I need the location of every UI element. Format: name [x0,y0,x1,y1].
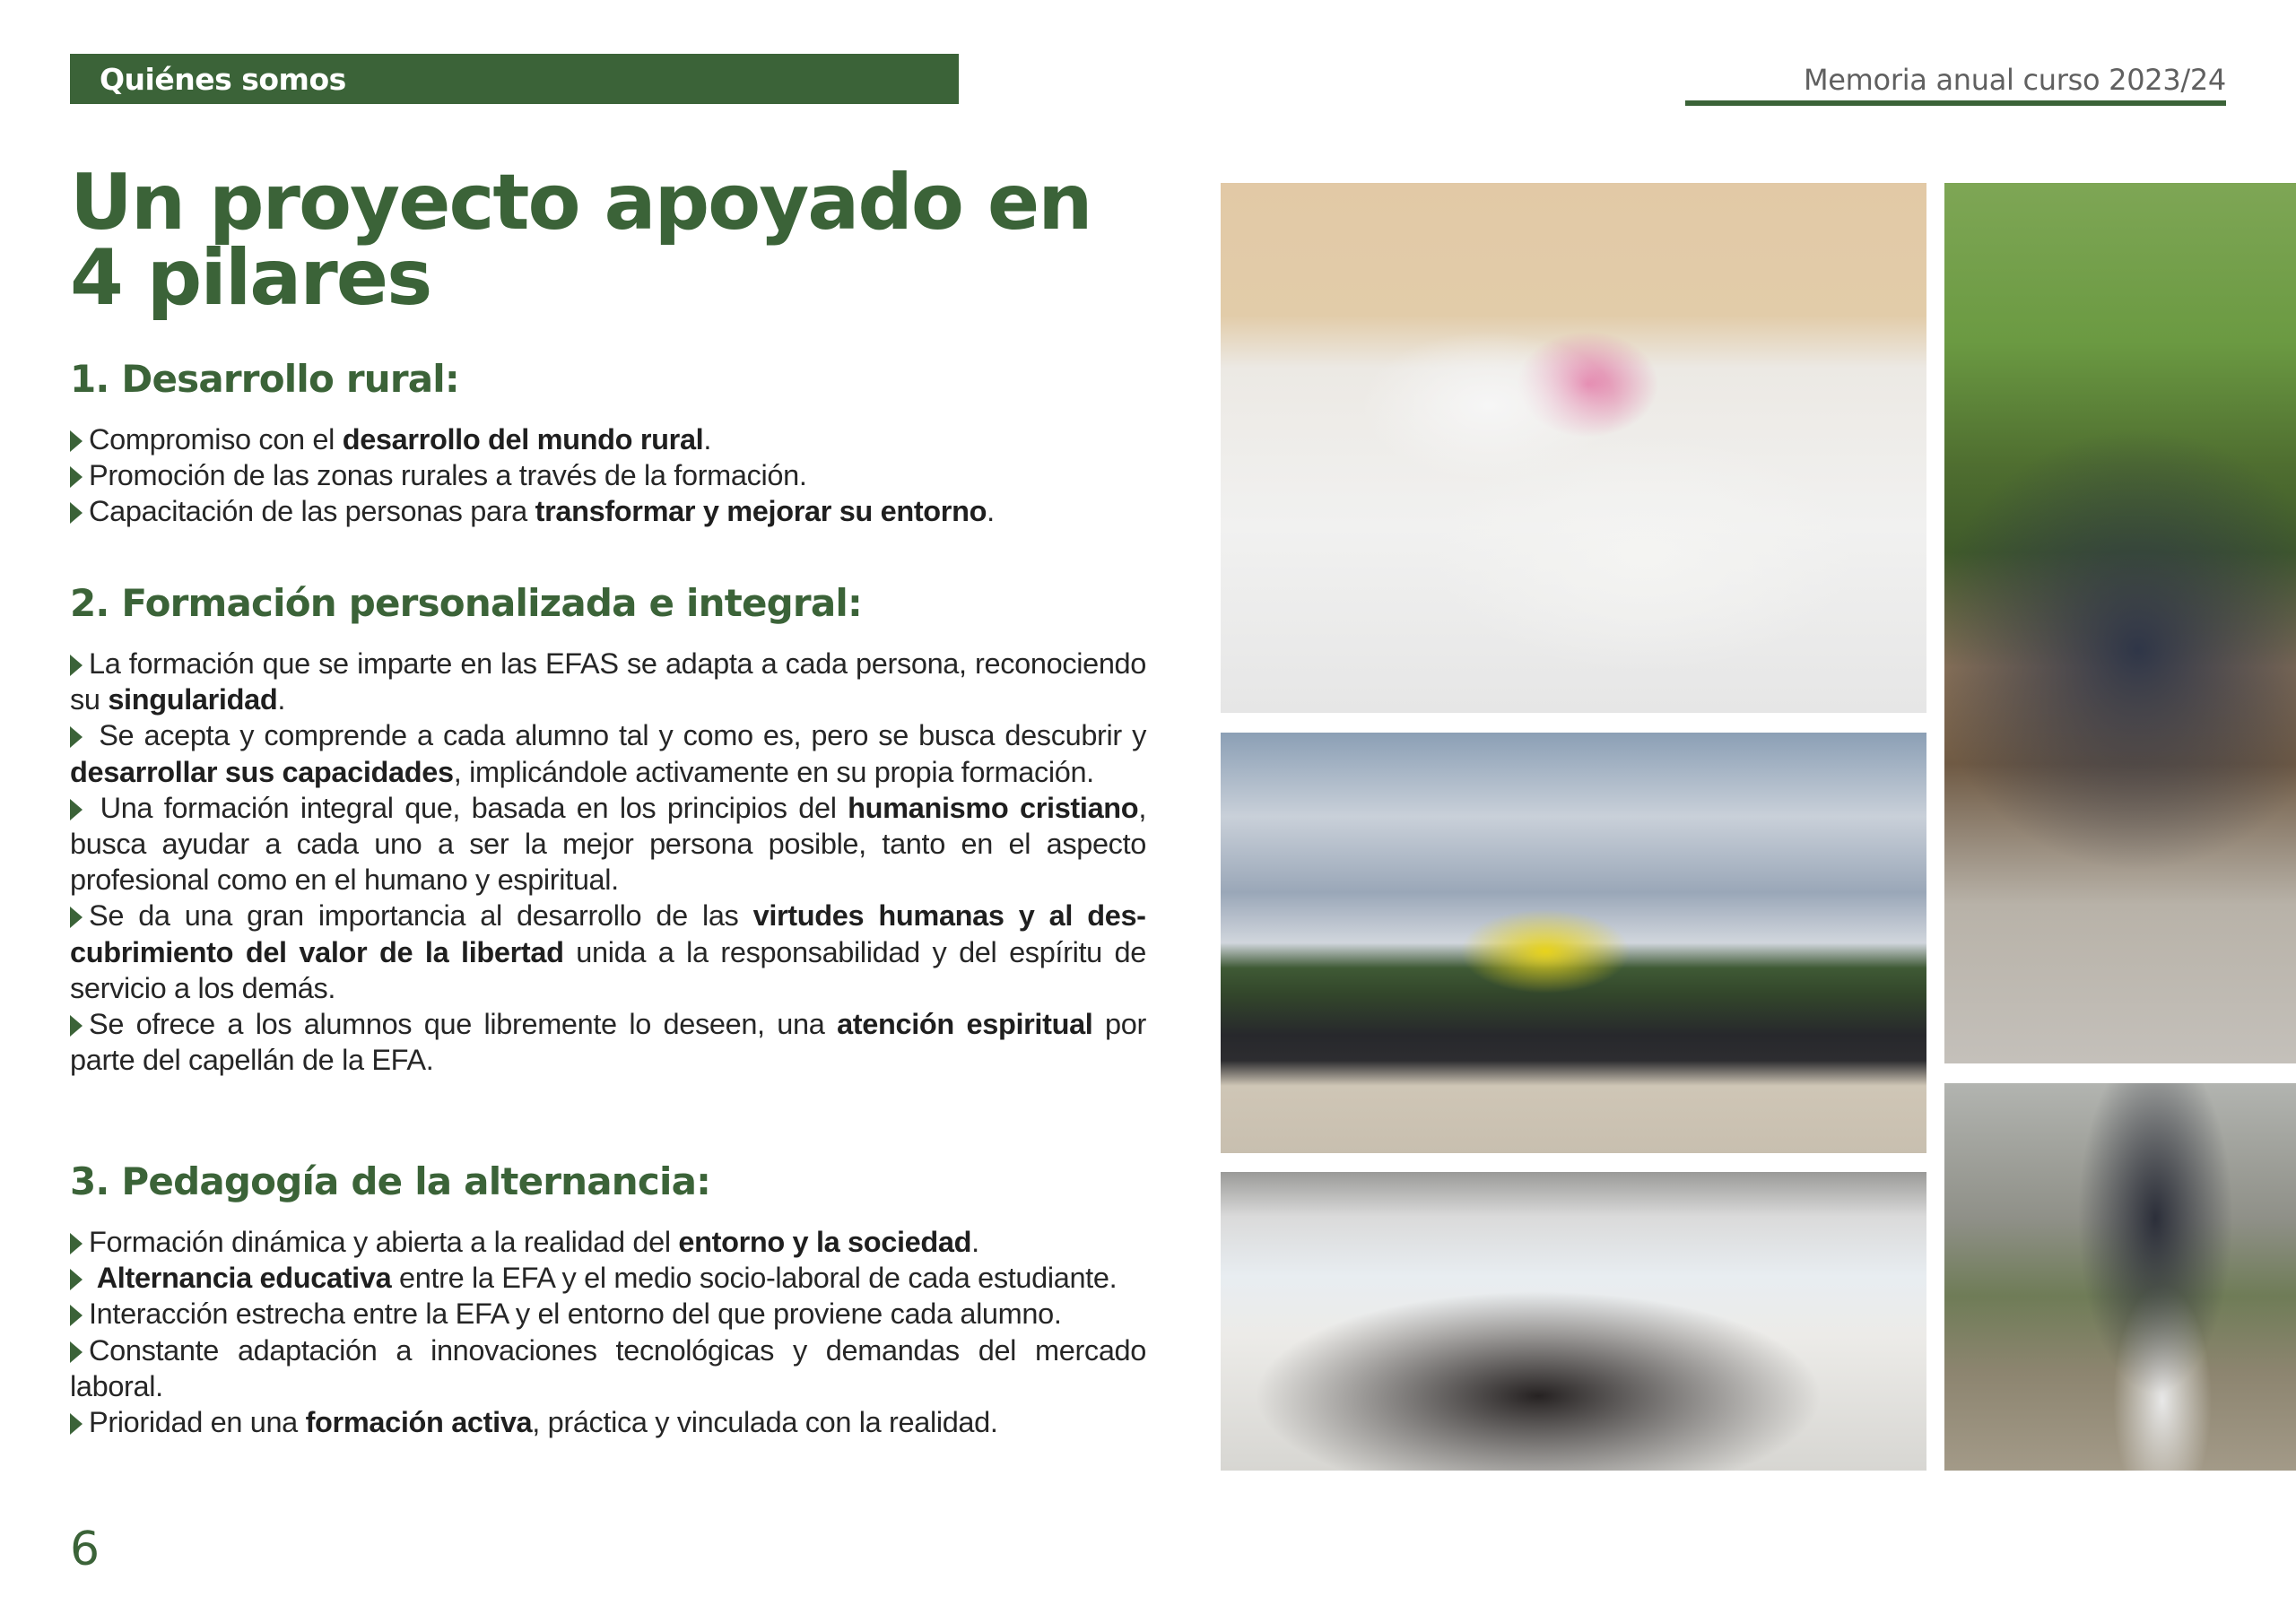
photo-forest-group [1944,183,2296,1063]
photo-mechanics-workshop [1944,1083,2296,1471]
bullet-item: Interacción estrecha entre la EFA y el entorno del que proviene cada alumno. [70,1296,1146,1332]
triangle-bullet-icon [70,1269,83,1290]
running-head-rule [1685,100,2226,106]
bullet-item: Alternancia educativa entre la EFA y el medio socio-laboral de cada estudiante. [70,1260,1146,1296]
pillar-formacion-personalizada [70,581,1146,1078]
bullet-item: Compromiso con el desarrollo del mundo rural. [70,421,1146,457]
pillar-desarrollo-rural [70,357,1146,530]
triangle-bullet-icon [70,1305,83,1326]
bullet-item: Formación dinámica y abierta a la realidad del entorno y la sociedad. [70,1224,1146,1260]
pillar-heading: 1. Desarrollo rural: [70,357,459,401]
section-header-bar [70,54,959,104]
emphasis-text: Alternancia educativa [96,1262,392,1295]
bullet-item: Constante adaptación a innovaciones tecnológicas y demandas del mercado laboral. [70,1333,1146,1402]
triangle-bullet-icon [70,502,83,524]
triangle-bullet-icon [70,1233,83,1254]
photo-lab-practice [1221,183,1926,713]
emphasis-text: virtudes humanas y al descubrimiento del valor de la libertad [70,899,1146,968]
emphasis-text: entorno y la sociedad [678,1226,972,1258]
pillar-list [70,646,1146,1078]
emphasis-text: formación activa [305,1406,533,1439]
section-label: Quiénes somos [100,61,346,97]
triangle-bullet-icon [70,726,83,748]
triangle-bullet-icon [70,655,83,676]
pillar-pedagogia-alternancia [70,1159,1146,1440]
emphasis-text: desarrollo del mundo rural [342,423,704,456]
bullet-item: Se da una gran importancia al desarrollo de las virtudes humanas y al descubrimiento del valor de la libertad unida a la responsabilidad y del espíritu de servicio a los demás. [70,899,1146,1004]
triangle-bullet-icon [70,1015,83,1037]
pillar-list [70,1224,1146,1440]
emphasis-text: atención espiritual [837,1008,1093,1041]
photo-kitchen-chefs [1221,1172,1926,1471]
page-number: 6 [70,1523,100,1576]
bullet-item: La formación que se imparte en las EFAS se adapta a cada persona, reconociendo su singularidad. [70,647,1146,716]
bullet-item: Promoción de las zonas rurales a través de la formación. [70,457,1146,493]
emphasis-text: desarrollar sus capacidades [70,755,454,788]
triangle-bullet-icon [70,1341,83,1363]
emphasis-text: humanismo cristiano [848,791,1139,824]
pillar-heading: 3. Pedagogía de la alternancia: [70,1159,711,1203]
bullet-item: Una formación integral que, basada en los principios del humanismo cristiano, busca ayudar a cada uno a ser la mejor persona posible, tanto en el aspecto profesional como en el humano y espiritual. [70,791,1146,897]
pillar-heading: 2. Formación personalizada e integral: [70,581,862,625]
triangle-bullet-icon [70,430,83,452]
triangle-bullet-icon [70,466,83,488]
running-head: Memoria anual curso 2023/24 [1803,63,2226,97]
triangle-bullet-icon [70,799,83,820]
photo-helicopter-group [1221,733,1926,1153]
emphasis-text: transformar y mejorar su entorno [535,495,987,528]
bullet-item: Se ofrece a los alumnos que libremente lo deseen, una atención espiritual por parte del capellán de la EFA. [70,1008,1146,1077]
bullet-item: Se acepta y comprende a cada alumno tal y como es, pero se busca descubrir y desarrollar sus capacidades, implicándole activamente en su propia formación. [70,719,1146,788]
emphasis-text: singularidad [108,683,278,716]
triangle-bullet-icon [70,1413,83,1435]
triangle-bullet-icon [70,907,83,928]
pillar-list [70,421,1146,530]
page-title: Un proyecto apoyado en 4 pilares [70,158,1091,323]
bullet-item: Capacitación de las personas para transformar y mejorar su entorno. [70,493,1146,529]
bullet-item: Prioridad en una formación activa, práctica y vinculada con la realidad. [70,1404,1146,1440]
